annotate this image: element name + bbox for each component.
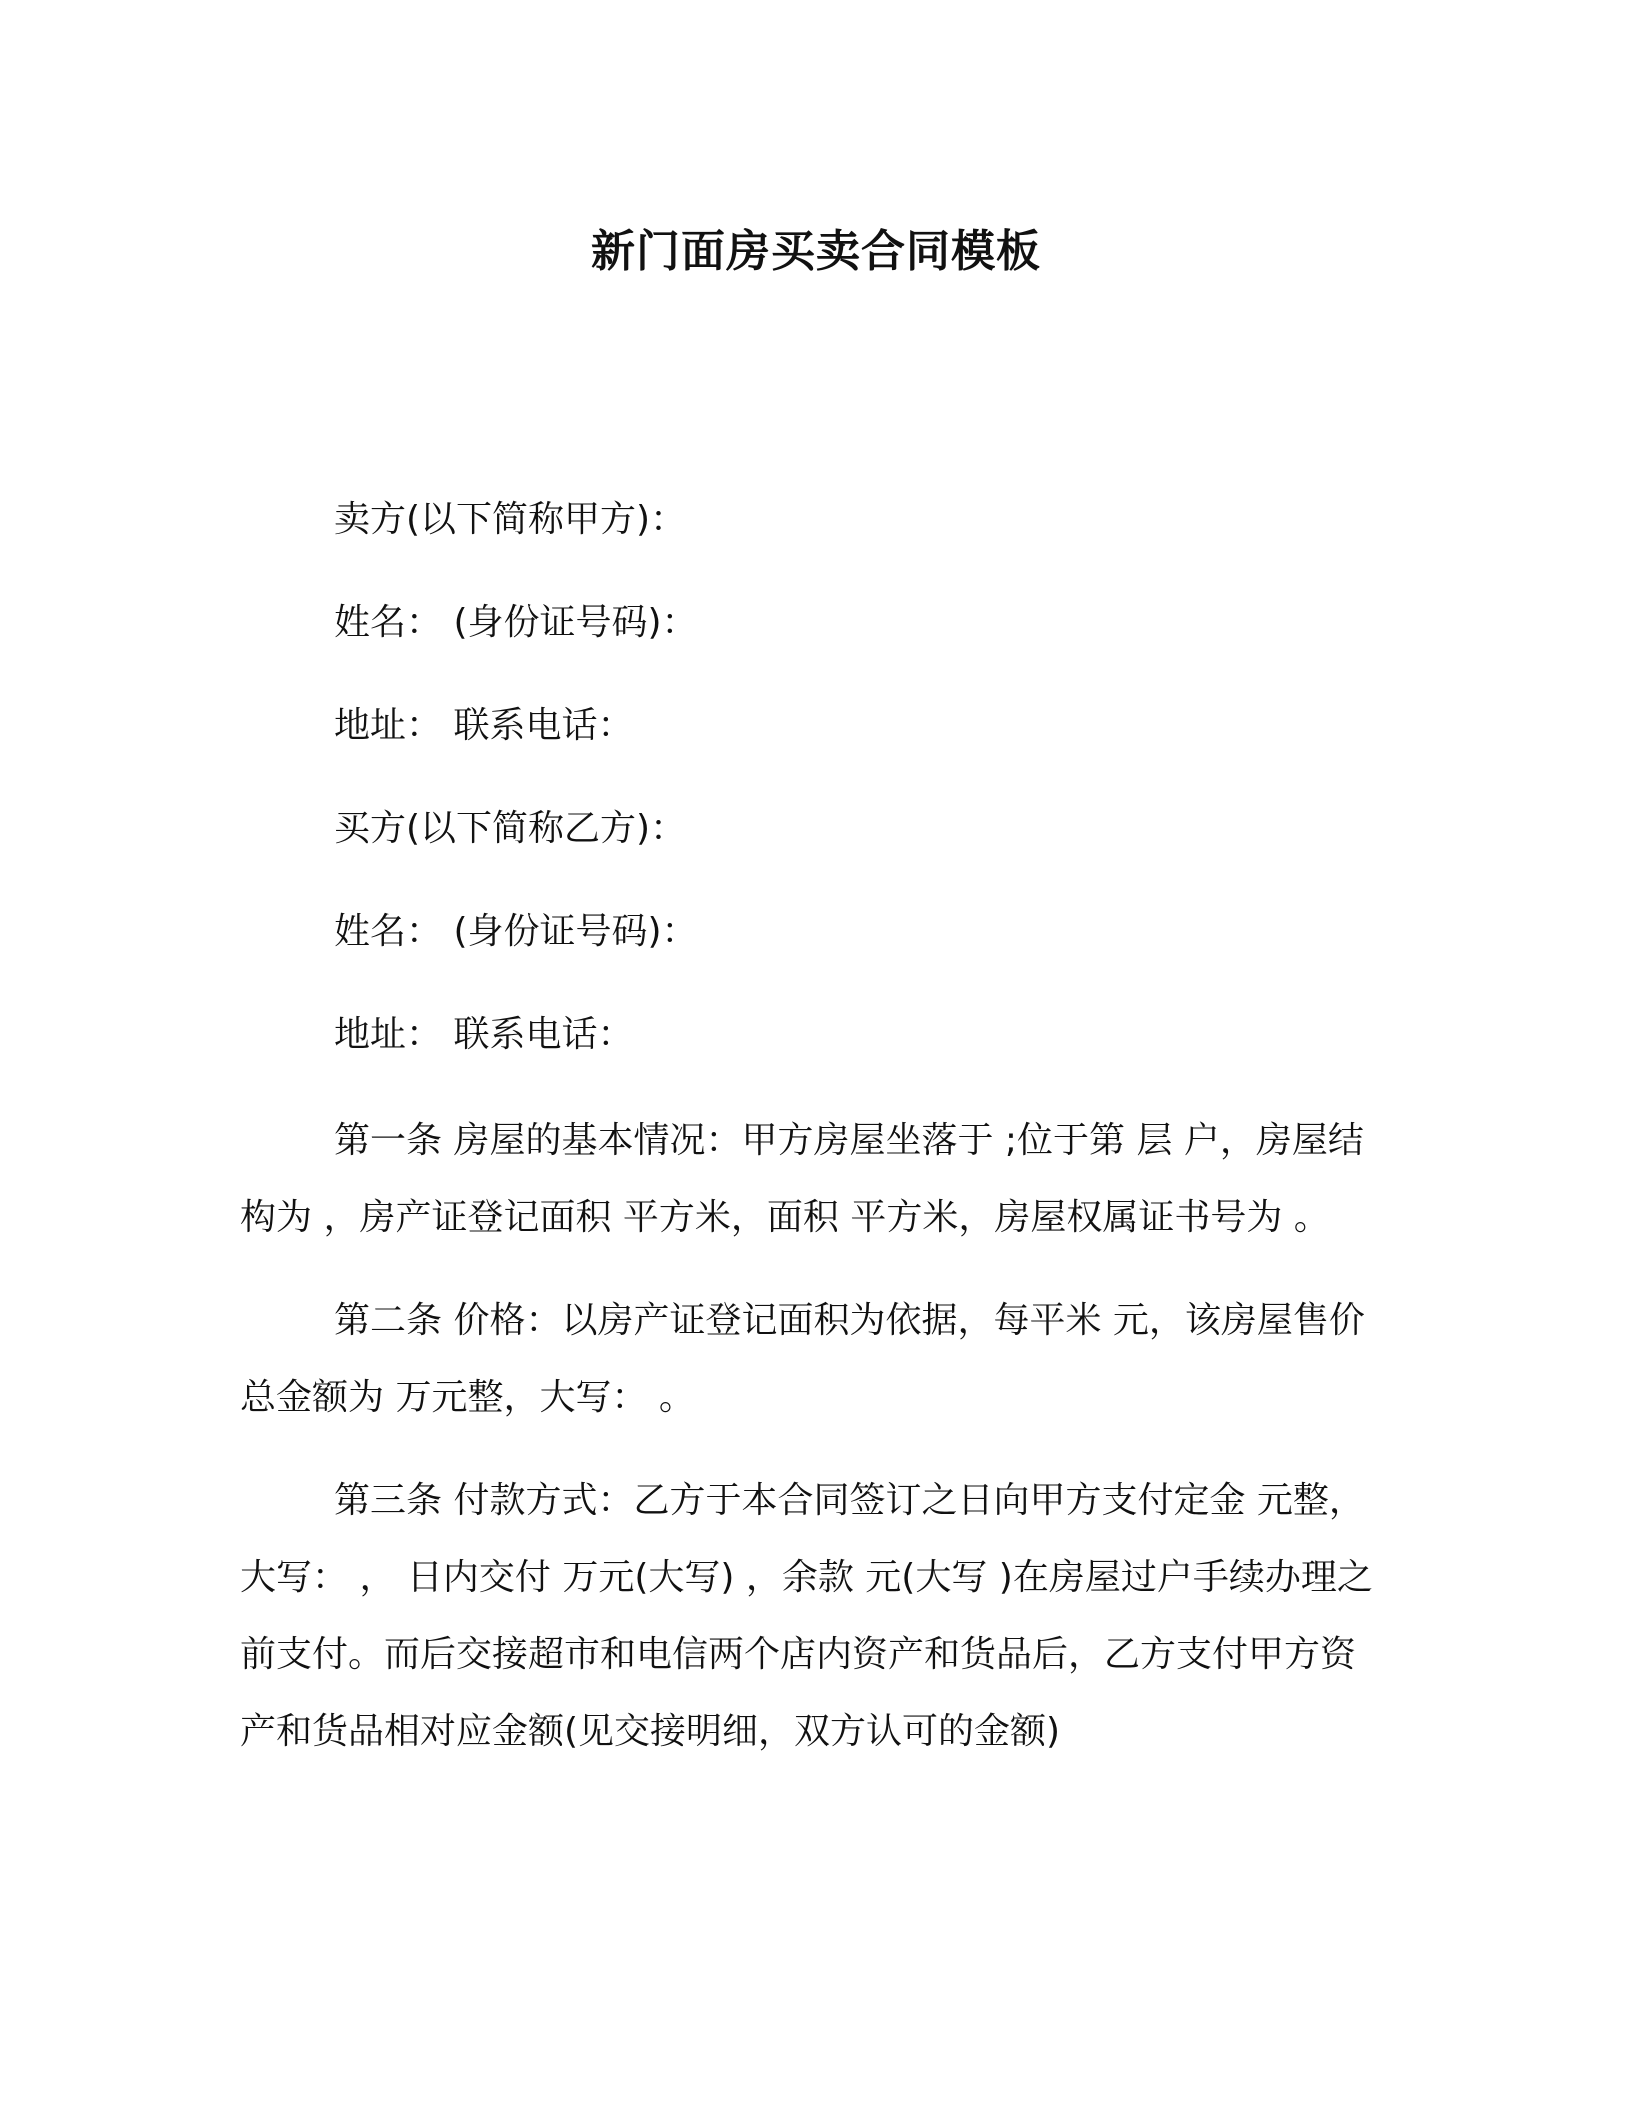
buyer-name-line: 姓名： (身份证号码)：: [334, 911, 698, 952]
seller-heading: 卖方(以下简称甲方)：: [334, 499, 687, 540]
article-1: 第一条 房屋的基本情况：甲方房屋坐落于 ;位于第 层 户，房屋结构为 ，房产证登记面积 平方米，面积 平方米，房屋权属证书号为 。: [240, 1120, 1364, 1238]
buyer-heading: 买方(以下简称乙方)：: [334, 808, 687, 849]
seller-address-line: 地址： 联系电话：: [334, 705, 634, 746]
article-3: 第三条 付款方式：乙方于本合同签订之日向甲方支付定金 元整，大写： ， 日内交付 万元(大写) ，余款 元(大写 )在房屋过户手续办理之前支付。而后交接超市和电信两个店内资产和货品后，乙方支付甲方资产和货品相对应金额(见交接明细，双方认可的金额): [240, 1480, 1373, 1752]
buyer-address-line: 地址： 联系电话：: [334, 1014, 634, 1055]
article-2: 第二条 价格：以房产证登记面积为依据，每平米 元，该房屋售价总金额为 万元整，大写： 。: [240, 1300, 1365, 1418]
document-title: 新门面房买卖合同模板: [591, 226, 1041, 277]
seller-name-line: 姓名： (身份证号码)：: [334, 602, 698, 643]
